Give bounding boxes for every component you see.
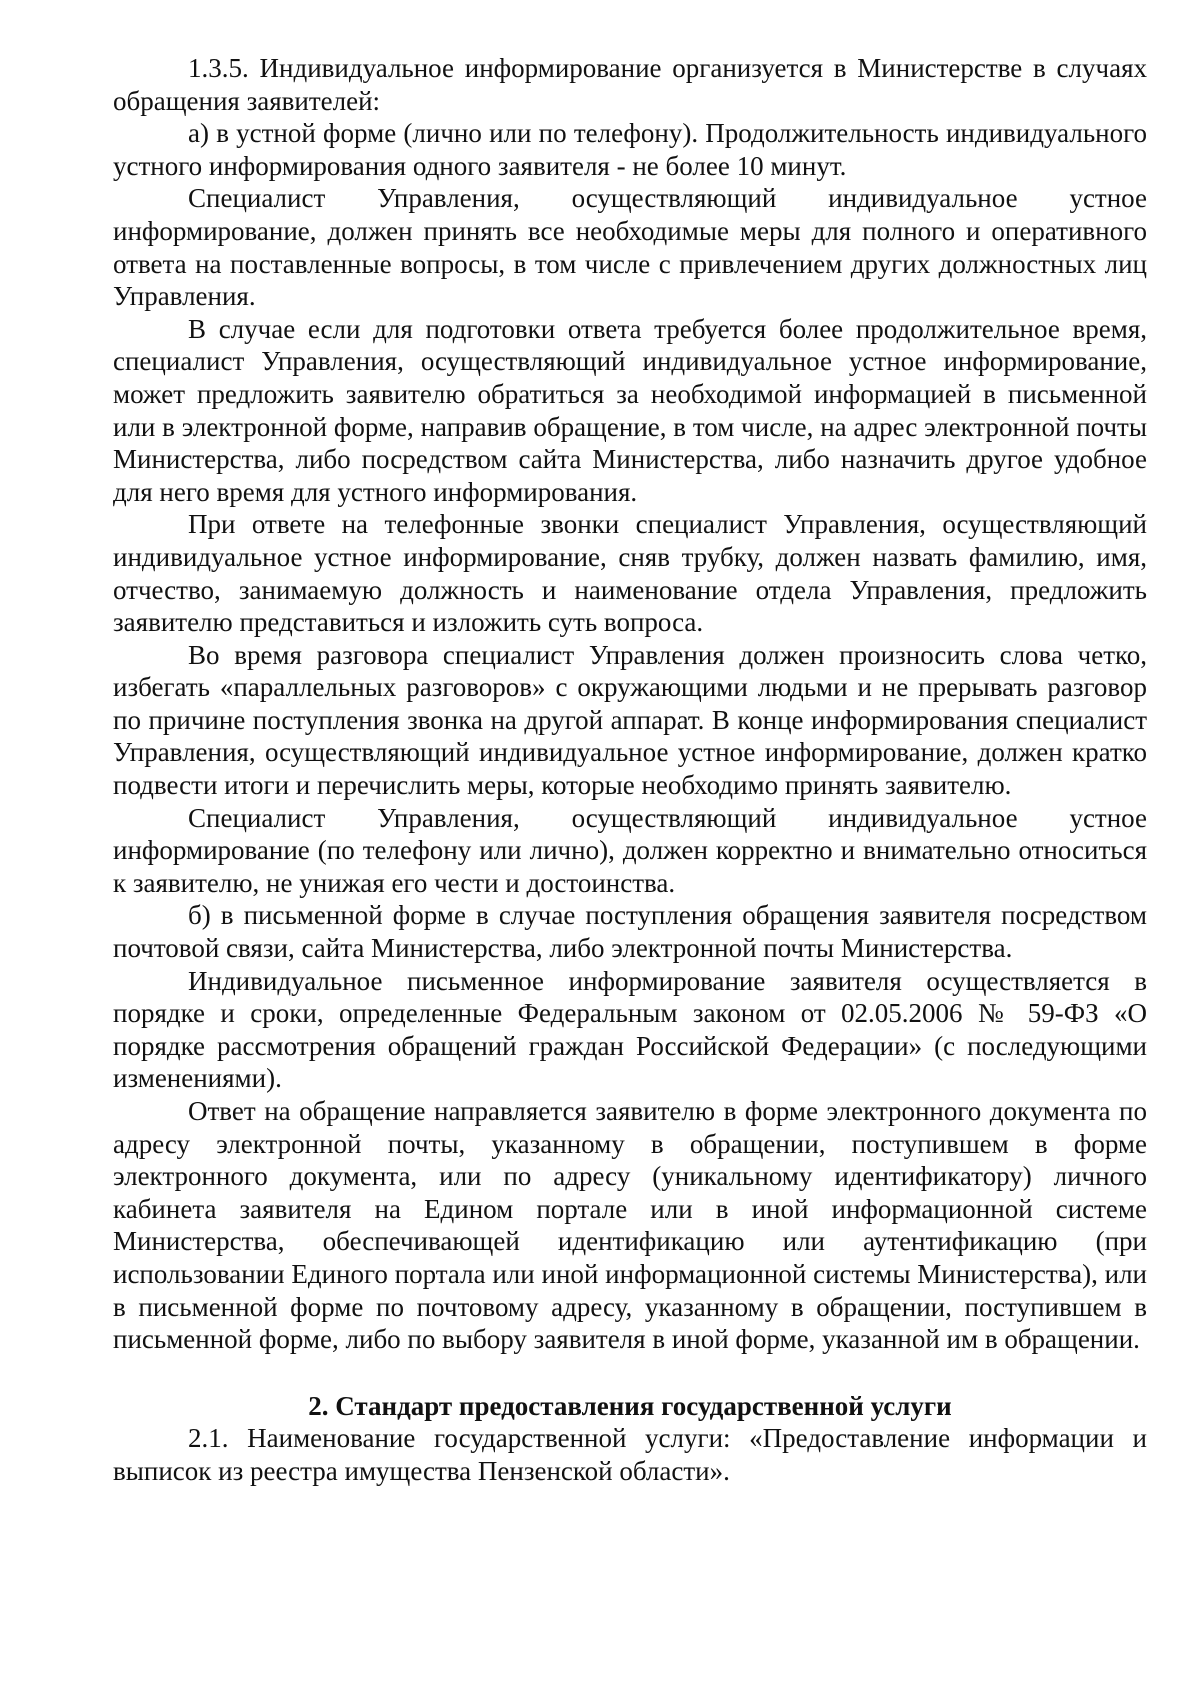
paragraph-written-informing: Индивидуальное письменное информирование заявителя осуществляется в порядке и сроки, определенные Федеральным законом от 02.05.2006 № 59-ФЗ «О порядке рассмотрения обращений граждан Российской Федерации» (с последующими изменениями). (113, 965, 1147, 1094)
paragraph-phone-calls: При ответе на телефонные звонки специалист Управления, осуществляющий индивидуальное устное информирование, сняв трубку, должен назвать фамилию, имя, отчество, занимаемую должность и наименование отдела Управления, предложить заявителю представиться и изложить суть вопроса. (113, 509, 1147, 638)
paragraph-written-form: б) в письменной форме в случае поступления обращения заявителя посредством почтовой связи, сайта Министерства, либо электронной почты Министерства. (113, 900, 1147, 964)
paragraph-1-3-5: 1.3.5. Индивидуальное информирование организуется в Министерстве в случаях обращения заявителей: (113, 53, 1147, 116)
paragraph-oral-form: а) в устной форме (лично или по телефону). Продолжительность индивидуального устного информирования одного заявителя - не более 10 минут. (113, 118, 1147, 181)
paragraph-2-1: 2.1. Наименование государственной услуги: «Предоставление информации и выписок из реестра имущества Пензенской области». (113, 1423, 1147, 1486)
paragraph-response: Ответ на обращение направляется заявителю в форме электронного документа по адресу электронной почты, указанному в обращении, поступившем в форме электронного документа, или по адресу (уникальному идентификатору) личного кабинета заявителя на Едином портале или в иной информационной системе Министерства, обеспечивающей идентификацию или аутентификацию (при использовании Единого портала или иной информационной системы Министерства), или в письменной форме по почтовому адресу, указанному в обращении, поступившем в письменной форме, либо по выбору заявителя в иной форме, указанной им в обращении. (113, 1096, 1147, 1355)
paragraph-specialist-measures: Специалист Управления, осуществляющий индивидуальное устное информирование, должен принять все необходимые меры для полного и оперативного ответа на поставленные вопросы, в том числе с привлечением других должностных лиц Управления. (113, 183, 1147, 312)
paragraph-courtesy: Специалист Управления, осуществляющий индивидуальное устное информирование (по телефону или лично), должен корректно и внимательно относиться к заявителю, не унижая его чести и достоинства. (113, 802, 1147, 898)
paragraph-longer-time: В случае если для подготовки ответа требуется более продолжительное время, специалист Управления, осуществляющий индивидуальное устное информирование, может предложить заявителю обратиться за необходимой информацией в письменной или в электронной форме, направив обращение, в том числе, на адрес электронной почты Министерства, либо посредством сайта Министерства, либо назначить другое удобное для него время для устного информирования. (113, 313, 1147, 507)
paragraph-conversation: Во время разговора специалист Управления должен произносить слова четко, избегать «параллельных разговоров» с окружающими людьми и не прерывать разговор по причине поступления звонка на другой аппарат. В конце информирования специалист Управления, осуществляющий индивидуальное устное информирование, должен кратко подвести итоги и перечислить меры, которые необходимо принять заявителю. (113, 639, 1147, 801)
section-heading: 2. Стандарт предоставления государственной услуги (308, 1390, 952, 1421)
document-page (113, 52, 1147, 1488)
